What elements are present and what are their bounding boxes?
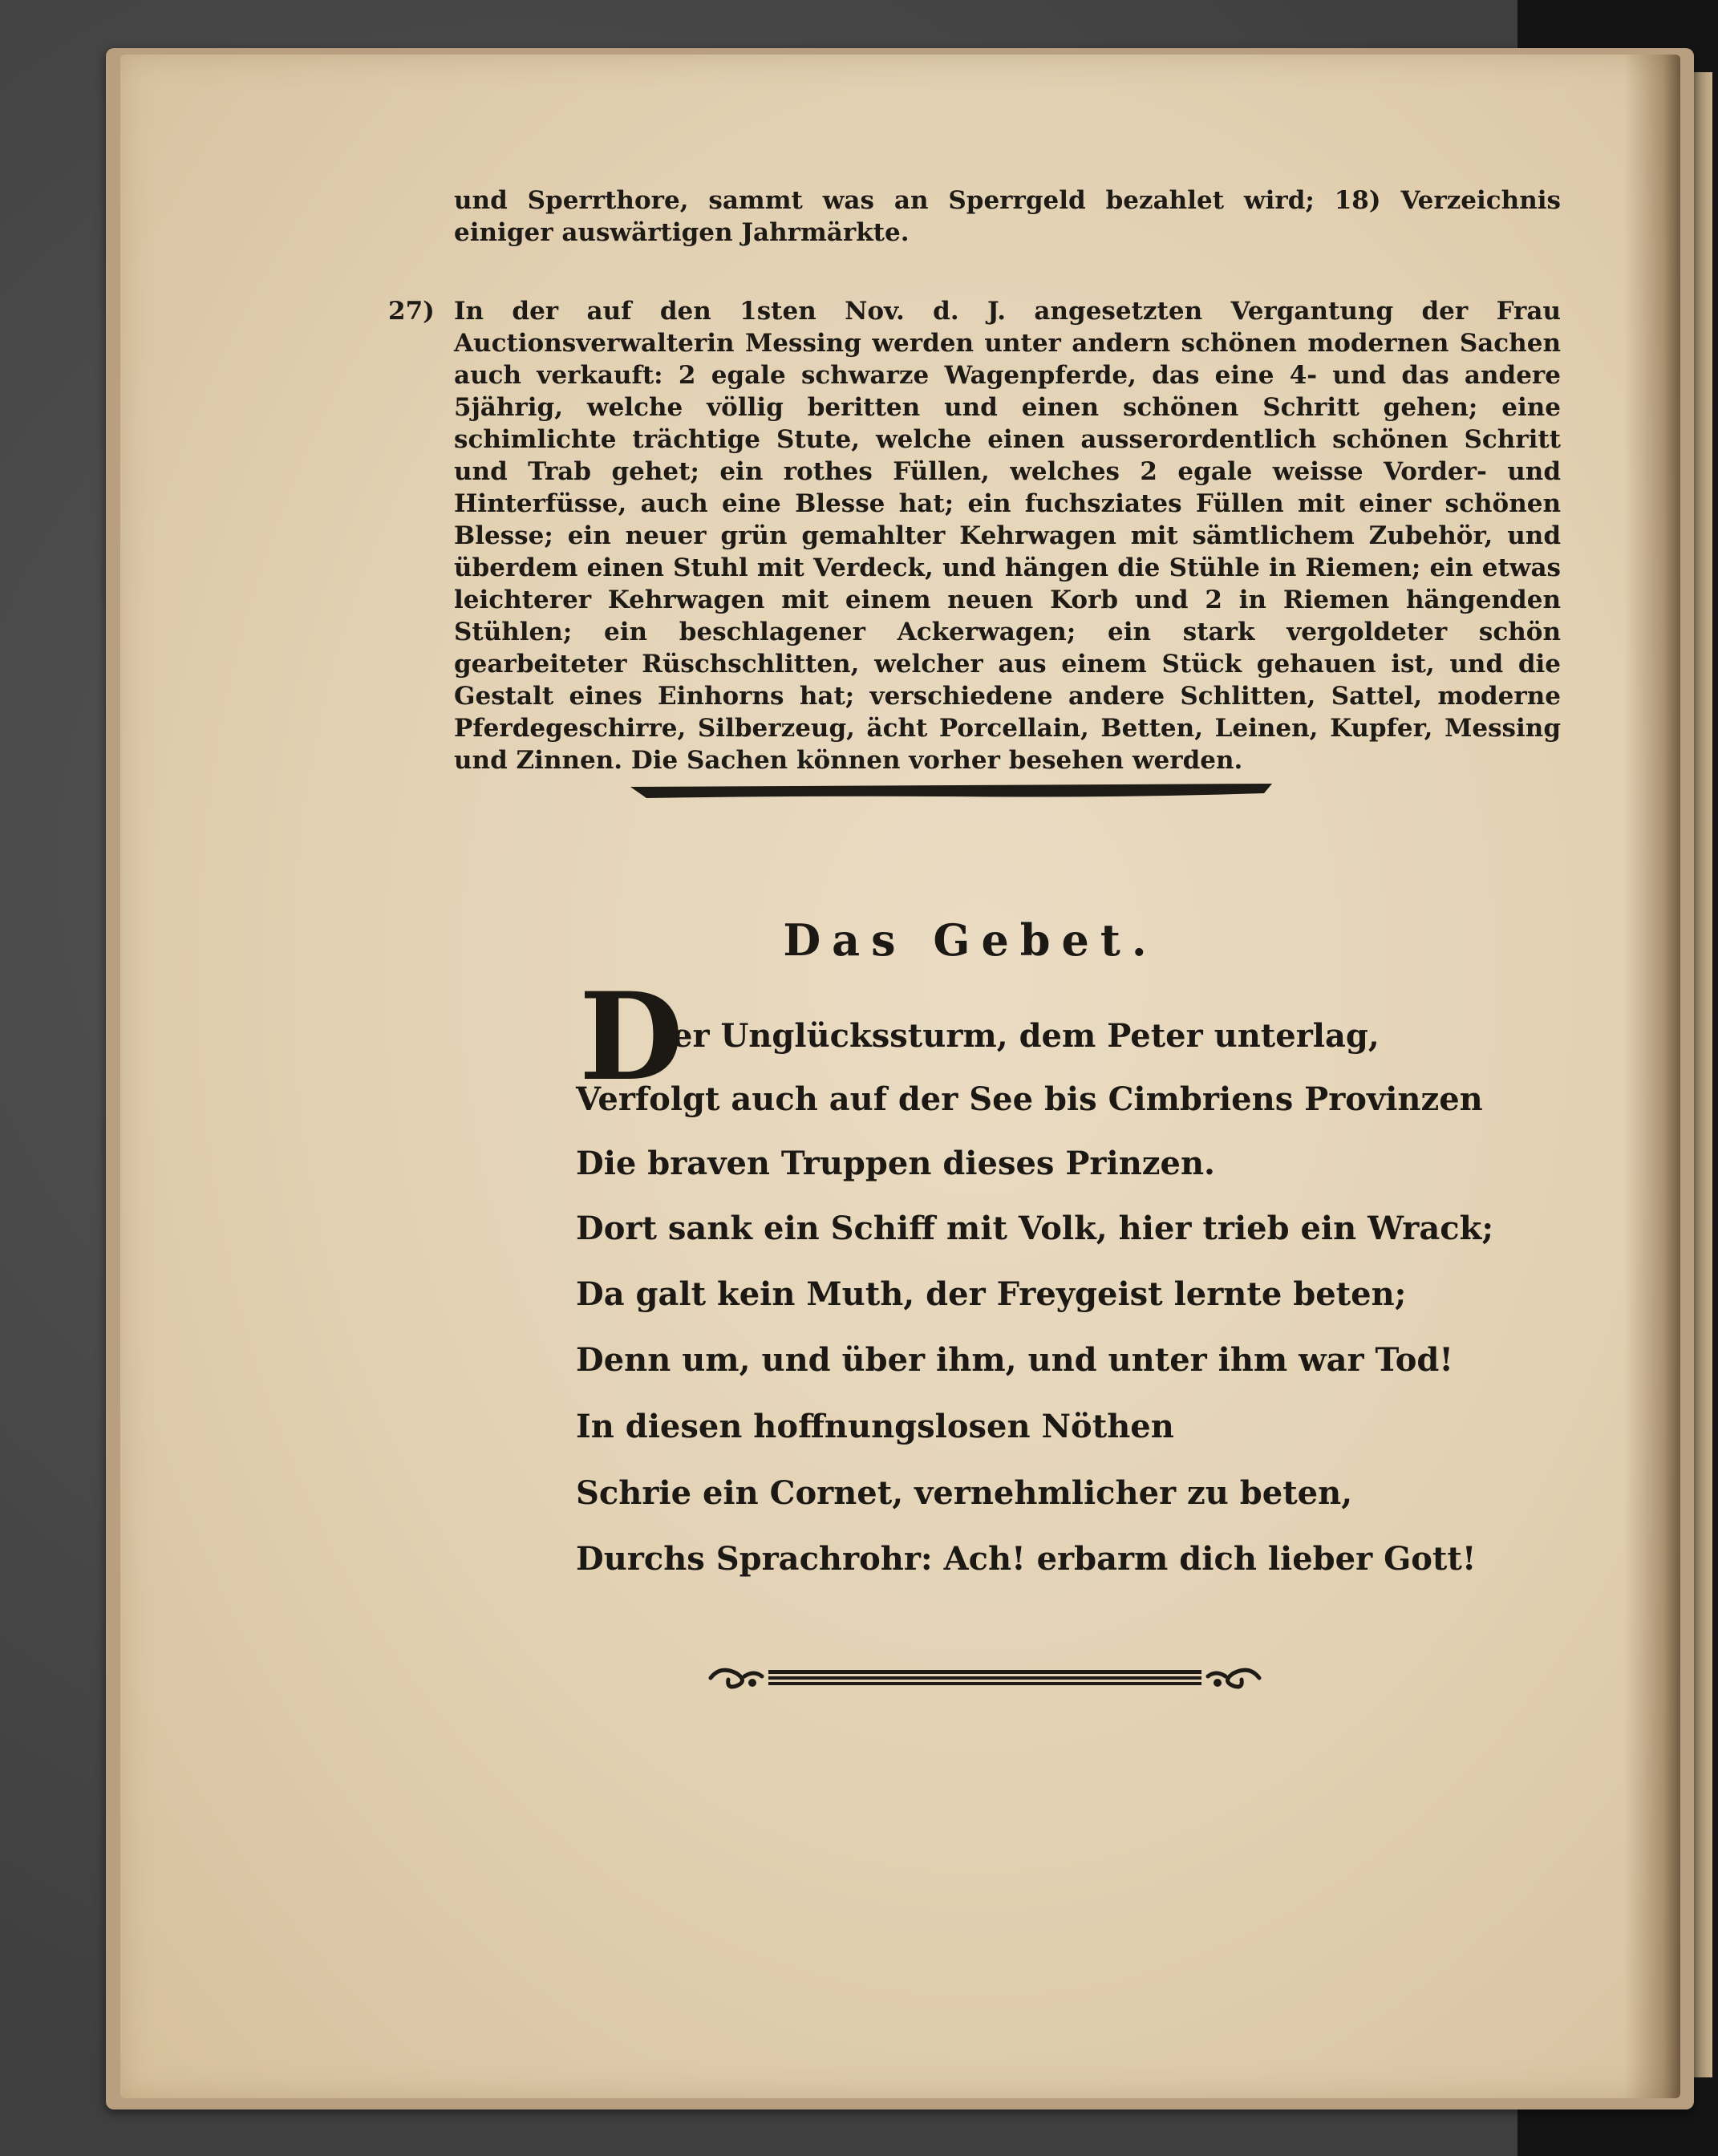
- tailpiece-ornament: [704, 1659, 1266, 1696]
- poem-title: Das Gebet.: [783, 914, 1158, 966]
- poem-line: Verfolgt auch auf der See bis Cimbriens Provinzen: [576, 1080, 1483, 1118]
- section-divider-rule: [630, 782, 1272, 800]
- page-gutter-shadow: [1624, 55, 1680, 2098]
- poem-line: Denn um, und über ihm, und unter ihm war Tod!: [576, 1341, 1453, 1379]
- poem-line: Die braven Truppen dieses Prinzen.: [576, 1145, 1215, 1182]
- item-number: 27): [388, 297, 435, 326]
- poem-line: Da galt kein Muth, der Freygeist lernte beten;: [576, 1275, 1407, 1313]
- auction-notice-text: In der auf den 1sten Nov. d. J. angesetzten Vergantung der Frau Auctionsverwalterin Messing werden unter andern schönen modernen Sachen auch verkauft: 2 egale schwarze Wagenpferde, das eine 4- und das andere 5jährig, welche völlig beritten und einen schönen Schritt gehen; eine schimlichte trächtige Stute, welche einen ausserordentlich schönen Schritt und Trab gehet; ein rothes Füllen, welches 2 egale weisse Vorder- und Hinterfüsse, auch eine Blesse hat; ein fuchsziates Füllen mit einer schönen Blesse; ein neuer grün gemahlter Kehrwagen mit sämtlichem Zubehör, und überdem einen Stuhl mit Verdeck, und hängen die Stühle in Riemen; ein etwas leichterer Kehrwagen mit einem neuen Korb und 2 in Riemen hängenden Stühlen; ein beschlagener Ackerwagen; ein stark vergoldeter schön gearbeiteter Rüschschlitten, welcher aus einem Stück gehauen ist, und die Gestalt eines Einhorns hat; verschiedene andere Schlitten, Sattel, moderne Pferdegeschirre, Silberzeug, ächt Porcellain, Betten, Leinen, Kupfer, Messing und Zinnen. Die Sachen können vorher besehen werden.: [454, 297, 1561, 775]
- previous-item-continuation: und Sperrthore, sammt was an Sperrgeld bezahlet wird; 18) Verzeichnis einiger auswärtigen Jahrmärkte.: [454, 186, 1561, 247]
- poem-line: Schrie ein Cornet, vernehmlicher zu beten,: [576, 1474, 1353, 1512]
- poem-line: Dort sank ein Schiff mit Volk, hier trieb ein Wrack;: [576, 1210, 1494, 1247]
- poem-dropcap: D: [579, 967, 684, 1108]
- poem-line: er Unglückssturm, dem Peter unterlag,: [672, 1017, 1380, 1055]
- poem-line: In diesen hoffnungslosen Nöthen: [576, 1408, 1174, 1445]
- poem-line: Durchs Sprachrohr: Ach! erbarm dich lieber Gott!: [576, 1540, 1477, 1578]
